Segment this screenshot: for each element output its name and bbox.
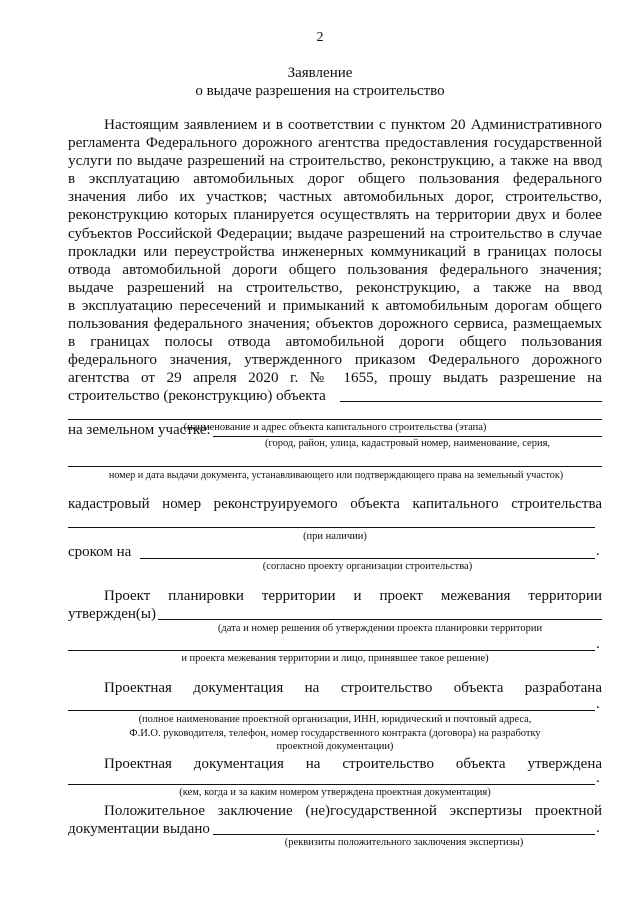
planning-line-2: утвержден(ы) [68,606,156,622]
object-name-field-2[interactable] [68,419,602,420]
intro-line: в эксплуатацию пересечений и примыканий к автомобильным дорогам общего [68,296,602,314]
expertise-field[interactable] [213,834,595,835]
title-line-2: о выдаче разрешения на строительство [195,83,445,99]
intro-line: федерального значения, утвержденного приказом Федерального дорожного [68,351,602,369]
land-label: на земельном участке: [68,422,211,438]
hint-org-2: Ф.И.О. руководителя, телефон, номер государственного контракта (договора) на разработку [129,727,541,739]
document-title [0,64,640,100]
intro-line: услуги по выдаче разрешений на строительство, реконструкцию, а также на ввод [68,152,602,170]
approved-period: . [596,770,600,786]
intro-line: субъектов Российской Федерации; выдаче разрешений на строительство в случае [68,224,602,242]
title-line-1: Заявление [287,65,353,81]
intro-line: прокладки или переустройства инженерных коммуникаций в границах полосы [68,242,602,260]
intro-line: пользования федерального значения; объектов дорожного сервиса, размещаемых [68,315,602,333]
intro-line: значения либо их участков; частных автомобильных дорог, строительство, [68,188,602,206]
term-field[interactable] [140,558,595,559]
hint-org-1: (полное наименование проектной организации, ИНН, юридический и почтовый адреса, [138,714,532,725]
intro-line: выдаче разрешений на строительство, реконструкцию, а также на ввод [68,278,602,296]
planning-field[interactable] [158,619,602,620]
hint-object-name: (наименование и адрес объекта капитального строительства (этапа) [183,422,487,433]
planning-line-1: Проект планировки территории и проект межевания территории [104,588,602,604]
intro-line: реконструкцию которых планируется осуществлять на территории двух и более [68,206,602,224]
hint-planning-2: и проекта межевания территории и лицо, принявшее такое решение) [181,653,489,664]
intro-paragraph [68,116,602,387]
object-name-field[interactable] [340,401,602,402]
expertise-line-1: Положительное заключение (не)государственной экспертизы проектной [104,803,602,819]
planning-field-2[interactable] [68,650,595,651]
land-field-2[interactable] [68,466,602,467]
hint-org-3: проектной документации) [276,741,394,752]
cadastral-field[interactable] [68,527,595,528]
project-org-field[interactable] [68,710,595,711]
project-org-period: . [596,696,600,712]
intro-line: в границах полосы отвода автомобильной дороги общего пользования [68,333,602,351]
hint-expertise: (реквизиты положительного заключения экспертизы) [284,837,524,848]
page-number: 2 [316,30,324,45]
approved-line: Проектная документация на строительство объекта утверждена [104,756,602,772]
intro-line: Настоящим заявлением и в соответствии с пунктом 20 Административного [104,116,602,133]
hint-planning-1: (дата и номер решения об утверждении проекта планировки территории [217,623,543,634]
hint-term: (согласно проекту организации строительства) [262,561,473,572]
hint-org [68,713,602,754]
intro-line: отвода автомобильной дороги общего пользования федерального значения; [68,260,602,278]
intro-line: агентства от 29 апреля 2020 г. № 1655, прошу выдать разрешение на [68,369,602,387]
intro-line: в эксплуатацию автомобильных дорог общего пользования федерального [68,170,602,188]
cadastral-label: кадастровый номер реконструируемого объекта капитального строительства [68,496,602,512]
hint-if-any: (при наличии) [303,531,367,542]
hint-land-2: номер и дата выдачи документа, устанавливающего или подтверждающего права на земельный участок) [108,470,564,481]
term-period: . [596,543,600,559]
project-doc-line: Проектная документация на строительство объекта разработана [104,680,602,696]
hint-land-1: (город, район, улица, кадастровый номер, наименование, серия, [264,438,551,449]
hint-approved: (кем, когда и за каким номером утверждена проектная документация) [179,787,491,798]
planning-period: . [596,636,600,652]
land-field[interactable] [213,436,602,437]
intro-line: регламента Федерального дорожного агентства предоставления государственной [68,134,602,152]
term-label: сроком на [68,544,132,560]
expertise-line-2: документации выдано [68,821,210,837]
expertise-period: . [596,820,600,836]
approved-field[interactable] [68,784,595,785]
object-label: строительство (реконструкцию) объекта [68,388,326,404]
